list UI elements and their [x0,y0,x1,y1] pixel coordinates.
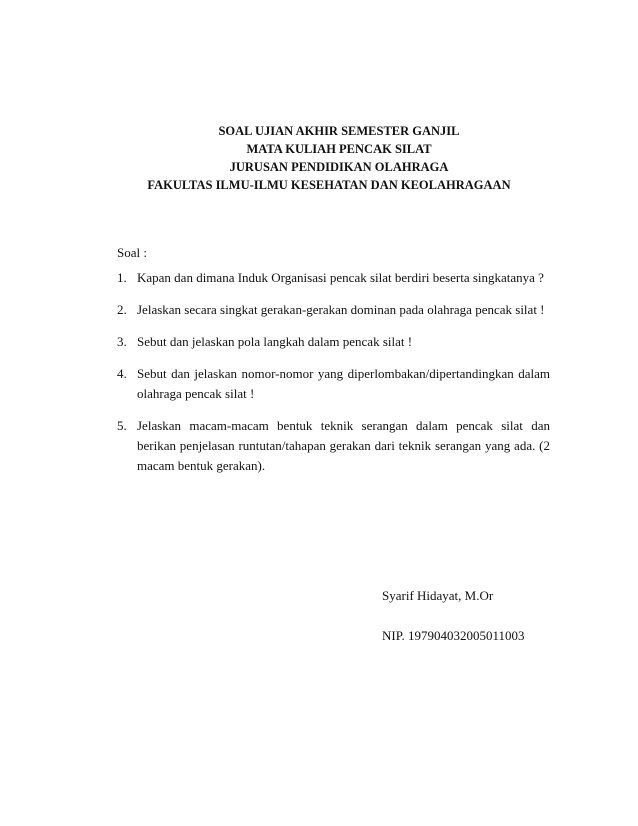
question-number: 4. [117,366,127,381]
question-number: 5. [117,418,127,433]
signatory-nip: NIP. 197904032005011003 [382,628,525,643]
question-text: Jelaskan macam-macam bentuk teknik serangan dalam pencak silat dan berikan penjelasan runtutan/tahapan gerakan dari teknik serangan yang ada. (2 macam bentuk gerakan). [137,418,550,473]
question-number: 1. [117,270,127,285]
question-item-3 [117,332,550,352]
question-list [117,268,550,488]
soal-label: Soal : [117,245,147,260]
question-item-1 [117,268,550,288]
signatory-name: Syarif Hidayat, M.Or [382,588,494,603]
question-text: Sebut dan jelaskan nomor-nomor yang diperlombakan/dipertandingkan dalam olahraga pencak silat ! [137,366,550,401]
question-item-4 [117,364,550,404]
signature-block [382,586,525,646]
question-number: 2. [117,302,127,317]
header-course: MATA KULIAH PENCAK SILAT [246,142,432,156]
document-header [0,122,638,194]
question-text: Kapan dan dimana Induk Organisasi pencak silat berdiri beserta singkatanya ? [137,270,544,285]
question-number: 3. [117,334,127,349]
question-item-2 [117,300,550,320]
header-department: JURUSAN PENDIDIKAN OLAHRAGA [229,160,449,174]
question-item-5 [117,416,550,476]
question-text: Sebut dan jelaskan pola langkah dalam pencak silat ! [137,334,413,349]
header-faculty: FAKULTAS ILMU-ILMU KESEHATAN DAN KEOLAHRAGAAN [147,178,511,192]
question-text: Jelaskan secara singkat gerakan-gerakan dominan pada olahraga pencak silat ! [137,302,545,317]
header-title: SOAL UJIAN AKHIR SEMESTER GANJIL [218,124,460,138]
